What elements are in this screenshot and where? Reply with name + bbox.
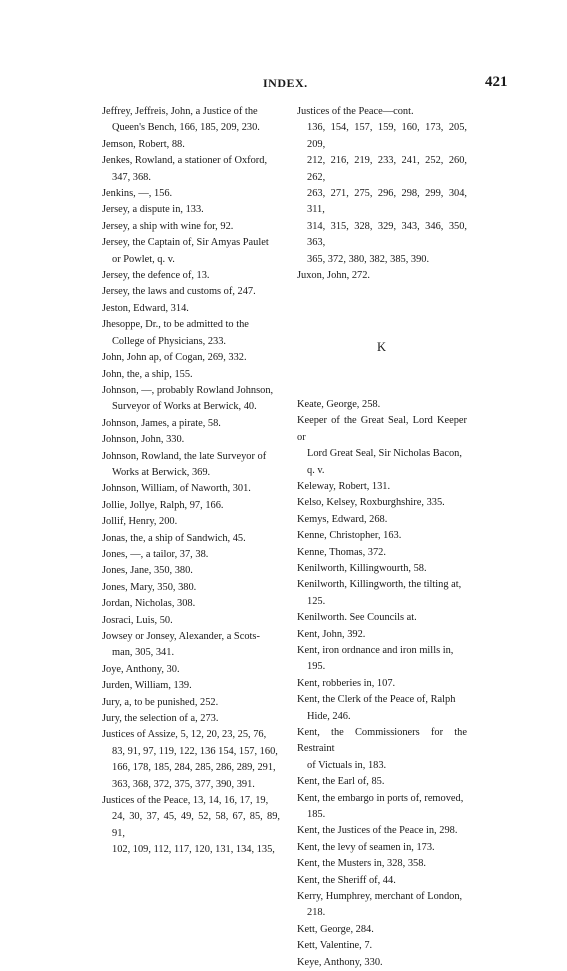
index-entry-line: Johnson, Rowland, the late Surveyor of: [102, 450, 267, 462]
index-entry-line: Johnson, William, of Naworth, 301.: [102, 483, 251, 495]
index-entry-continuation: 314, 315, 328, 329, 343, 346, 350, 363,: [307, 220, 467, 249]
index-entry-line: Kent, the Justices of the Peace in, 298.: [297, 825, 458, 837]
index-entry: [102, 137, 280, 153]
page-number: 421: [485, 74, 508, 90]
index-entry-line: Jersey, a ship with wine for, 92.: [102, 220, 234, 232]
index-entry-continuation: Lord Great Seal, Sir Nicholas Bacon,: [307, 448, 462, 460]
index-entry-line: Jury, a, to be punished, 252.: [102, 696, 219, 708]
index-entry: [102, 432, 280, 448]
index-entry-line: Kent, the levy of seamen in, 173.: [297, 841, 435, 853]
page-title: INDEX.: [263, 76, 308, 90]
index-column-left: [102, 104, 280, 859]
index-entry: [297, 104, 467, 268]
index-entry-line: Johnson, John, 330.: [102, 434, 185, 446]
index-entry: [102, 711, 280, 727]
index-entry-line: Kent, the Sheriff of, 44.: [297, 874, 396, 886]
index-entry-continuation: 24, 30, 37, 45, 49, 52, 58, 67, 85, 89, 91,: [112, 811, 280, 839]
index-entry: [102, 350, 280, 366]
index-entry: [297, 791, 467, 824]
index-entry: [102, 498, 280, 514]
index-entry-line: Jersey, the defence of, 13.: [102, 270, 210, 282]
index-entry-line: Keeper of the Great Seal, Lord Keeper or: [297, 415, 467, 443]
index-entry: [297, 725, 467, 774]
index-entry-line: Kent, the Clerk of the Peace of, Ralph: [297, 694, 456, 706]
index-entry: [297, 495, 467, 511]
index-entry-line: Johnson, James, a pirate, 58.: [102, 417, 221, 429]
index-entry-line: Jones, Jane, 350, 380.: [102, 565, 193, 577]
index-section-j-continued: [297, 104, 467, 284]
index-entry: [297, 823, 467, 839]
index-entry: [297, 512, 467, 528]
index-entry-line: Jones, Mary, 350, 380.: [102, 581, 197, 593]
index-entry-continuation: Queen's Bench, 166, 185, 209, 230.: [112, 122, 260, 134]
index-entry-line: Kenilworth, Killingworth, the tilting at,: [297, 579, 462, 591]
index-entry-line: Jordan, Nicholas, 308.: [102, 598, 196, 610]
index-entry-line: John, the, a ship, 155.: [102, 368, 193, 380]
index-entry: [297, 479, 467, 495]
index-entry: [102, 202, 280, 218]
index-entry: [297, 545, 467, 561]
index-entry: [102, 186, 280, 202]
index-entry-continuation: 218.: [307, 907, 326, 919]
index-entry: [297, 577, 467, 610]
index-entry: [102, 678, 280, 694]
index-entry: [102, 268, 280, 284]
index-entry: [297, 268, 467, 284]
index-entry-line: Kent, John, 392.: [297, 628, 366, 640]
index-entry-line: Jersey, a dispute in, 133.: [102, 204, 204, 216]
index-entry-line: Kerry, Humphrey, merchant of London,: [297, 891, 463, 903]
index-entry-line: Keye, Anthony, 330.: [297, 956, 383, 968]
index-entry-continuation: 166, 178, 185, 284, 285, 286, 289, 291,: [112, 762, 276, 774]
index-entry: [102, 383, 280, 416]
index-entry: [297, 955, 467, 971]
index-entry: [102, 153, 280, 186]
index-entry: [297, 528, 467, 544]
index-entry: [102, 449, 280, 482]
index-entry-line: Jemson, Robert, 88.: [102, 138, 185, 150]
index-entry-line: Jowsey or Jonsey, Alexander, a Scots-: [102, 631, 260, 642]
index-entry-continuation: 102, 109, 112, 117, 120, 131, 134, 135,: [112, 844, 275, 856]
index-entry-line: Keleway, Robert, 131.: [297, 480, 391, 492]
index-entry-line: Jeffrey, Jeffreis, John, a Justice of the: [102, 106, 258, 117]
index-entry-continuation: man, 305, 341.: [112, 647, 175, 659]
index-entry-line: Kent, the embargo in ports of, removed,: [297, 792, 464, 804]
index-entry: [102, 596, 280, 612]
index-entry: [297, 610, 467, 626]
index-entry-line: Jhesoppe, Dr., to be admitted to the: [102, 319, 249, 331]
index-entry: [102, 613, 280, 629]
index-entry: [102, 563, 280, 579]
index-entry: [297, 889, 467, 922]
index-entry-line: Kenilworth. See Councils at.: [297, 612, 417, 624]
index-entry: [102, 284, 280, 300]
index-entry-continuation: of Victuals in, 183.: [307, 759, 387, 771]
index-entry-line: Johnson, —, probably Rowland Johnson,: [102, 384, 274, 396]
index-entry: [102, 104, 280, 137]
index-entry-continuation: 263, 271, 275, 296, 298, 299, 304, 311,: [307, 188, 467, 216]
index-entry: [297, 627, 467, 643]
index-entry-line: Juxon, John, 272.: [297, 270, 371, 282]
index-entry: [102, 416, 280, 432]
index-entry: [102, 695, 280, 711]
index-entry-continuation: 347, 368.: [112, 171, 151, 183]
index-entry-continuation: 212, 216, 219, 233, 241, 252, 260, 262,: [307, 155, 467, 183]
index-entry-continuation: Hide, 246.: [307, 710, 351, 722]
index-entry-continuation: Surveyor of Works at Berwick, 40.: [112, 401, 257, 413]
index-entry-continuation: College of Physicians, 233.: [112, 335, 226, 347]
index-entry-continuation: 125.: [307, 595, 326, 607]
index-entry: [297, 922, 467, 938]
index-entry: [102, 481, 280, 497]
index-entry-continuation: 185.: [307, 809, 326, 821]
index-entry: [297, 561, 467, 577]
index-entry: [102, 367, 280, 383]
index-entry-continuation: or Powlet, q. v.: [112, 253, 175, 265]
index-entry-continuation: q. v.: [307, 464, 325, 476]
index-entry-line: Justices of the Peace—cont.: [297, 106, 414, 117]
index-entry-line: John, John ap, of Cogan, 269, 332.: [102, 352, 247, 364]
index-entry: [297, 840, 467, 856]
index-entry: [297, 856, 467, 872]
index-entry: [297, 676, 467, 692]
index-entry: [297, 413, 467, 479]
index-entry: [102, 317, 280, 350]
index-entry-line: Jurden, William, 139.: [102, 680, 192, 692]
section-letter: K: [376, 340, 388, 355]
index-entry-line: Kenilworth, Killingwourth, 58.: [297, 562, 427, 574]
index-entry: [297, 938, 467, 954]
index-entry: [297, 643, 467, 676]
index-entry: [102, 629, 280, 662]
index-entry-line: Kenne, Thomas, 372.: [297, 546, 386, 558]
index-entry-continuation: 365, 372, 380, 382, 385, 390.: [307, 253, 430, 265]
index-entry: [102, 580, 280, 596]
index-entry-line: Kent, iron ordnance and iron mills in,: [297, 644, 454, 656]
index-entry: [102, 793, 280, 859]
index-entry-line: Josraci, Luis, 50.: [102, 614, 173, 626]
index-entry: [102, 727, 280, 793]
index-entry-line: Joye, Anthony, 30.: [102, 663, 180, 675]
index-entry: [297, 774, 467, 790]
index-entry: [102, 662, 280, 678]
index-entry-line: Justices of Assize, 5, 12, 20, 23, 25, 76,: [102, 729, 267, 741]
index-entry-line: Kenne, Christopher, 163.: [297, 530, 402, 542]
index-entry-line: Kelso, Kelsey, Roxburghshire, 335.: [297, 497, 445, 509]
index-entry: [102, 547, 280, 563]
index-entry-line: Jeston, Edward, 314.: [102, 302, 189, 314]
index-entry: [102, 514, 280, 530]
index-entry-line: Keate, George, 258.: [297, 398, 381, 410]
index-entry-line: Jollif, Henry, 200.: [102, 516, 178, 528]
index-entry-line: Kett, Valentine, 7.: [297, 940, 373, 952]
index-entry-line: Jollie, Jollye, Ralph, 97, 166.: [102, 499, 224, 511]
index-entry: [102, 531, 280, 547]
index-entry-continuation: 363, 368, 372, 375, 377, 390, 391.: [112, 778, 255, 790]
index-entry-line: Kent, the Musters in, 328, 358.: [297, 858, 427, 870]
index-entry: [102, 301, 280, 317]
index-entry: [102, 235, 280, 268]
index-entry-line: Jenkes, Rowland, a stationer of Oxford,: [102, 155, 268, 167]
index-entry: [102, 219, 280, 235]
index-entry-line: Jenkins, —, 156.: [102, 188, 173, 200]
index-entry-continuation: 83, 91, 97, 119, 122, 136 154, 157, 160,: [112, 745, 278, 757]
index-entry-line: Jersey, the Captain of, Sir Amyas Paulet: [102, 237, 269, 249]
index-entry-line: Justices of the Peace, 13, 14, 16, 17, 19,: [102, 795, 269, 807]
index-entry-continuation: 136, 154, 157, 159, 160, 173, 205, 209,: [307, 122, 467, 150]
running-header: [0, 76, 567, 96]
index-entry-continuation: Works at Berwick, 369.: [112, 466, 211, 478]
index-entry: [297, 692, 467, 725]
index-entry-line: Jury, the selection of a, 273.: [102, 713, 219, 725]
index-entry-line: Kent, the Earl of, 85.: [297, 776, 385, 788]
index-entry: [297, 397, 467, 413]
index-entry-line: Kett, George, 284.: [297, 923, 374, 935]
index-entry-line: Kent, robberies in, 107.: [297, 677, 396, 689]
index-entry-line: Kemys, Edward, 268.: [297, 513, 388, 525]
index-entry-line: Jones, —, a tailor, 37, 38.: [102, 548, 209, 560]
index-column-right: [297, 104, 467, 971]
index-section-k: [297, 397, 467, 971]
index-entry-line: Kent, the Commissioners for the Restraint: [297, 727, 467, 755]
index-entry-line: Jonas, the, a ship of Sandwich, 45.: [102, 532, 246, 544]
index-entry: [297, 873, 467, 889]
index-entry-line: Jersey, the laws and customs of, 247.: [102, 286, 256, 298]
index-entry-continuation: 195.: [307, 661, 326, 673]
